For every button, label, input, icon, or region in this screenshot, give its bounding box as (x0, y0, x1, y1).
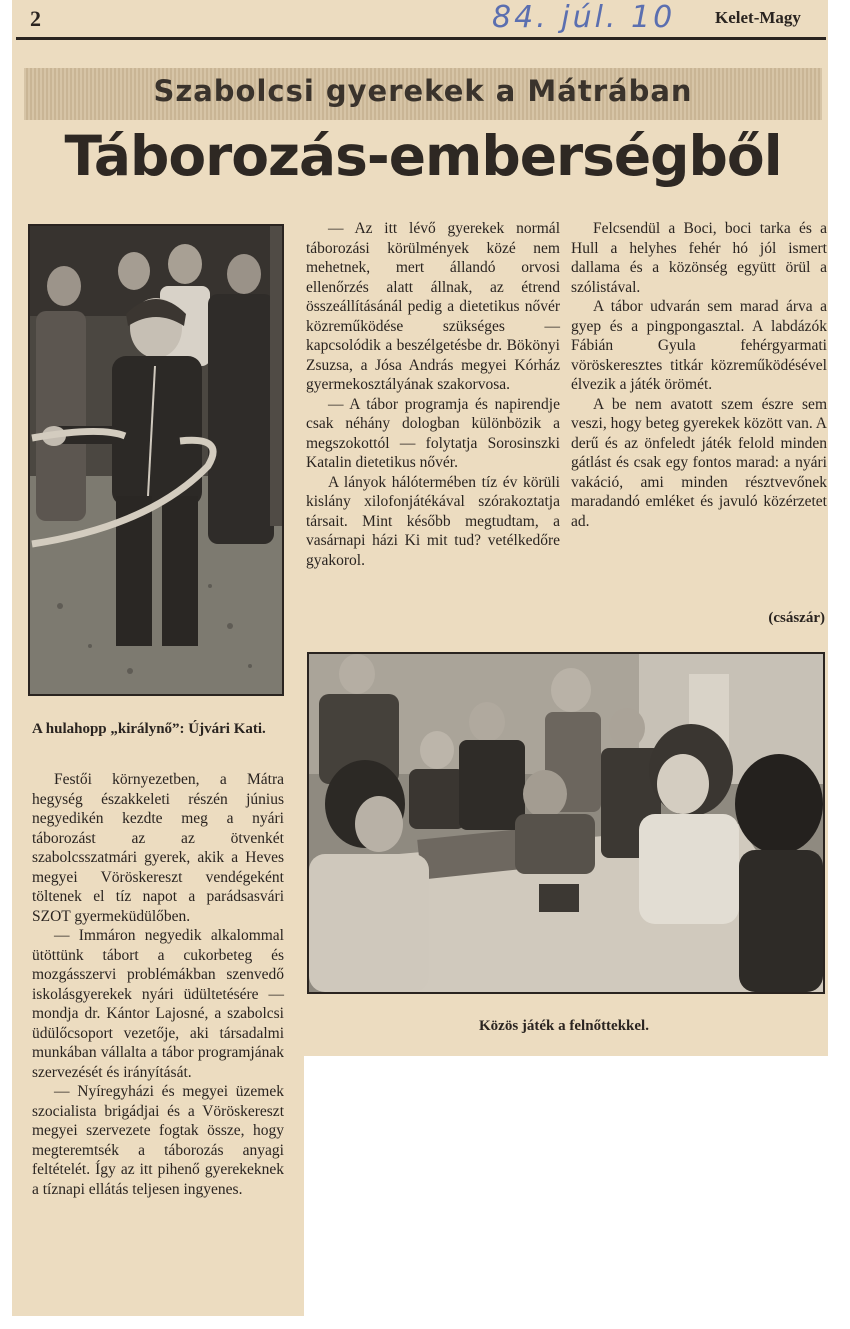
paragraph: Festői környezetben, a Mátra hegység északkeleti részén június negyedikén kezdte meg a nyári táborozást az az ötvenkét szabolcsszatmári gyerek, akik a Heves megyei Vöröskereszt vendégeként töltenek el tíz napot a parádsasvári SZOT gyermeküdülőben. (32, 771, 284, 925)
paragraph: — Az itt lévő gyerekek normál táborozási körülmények közé nem mehetnek, mert állandó orvosi ellenőrzés alatt állnak, az étrend összeállításánál pedig a dietetikus nővér közreműködése szükséges — kapcsolódik a beszélgetésbe dr. Bökönyi Zsuzsa, a Jósa András megyei Kórház gyermekosztályának szakorvosa. (306, 220, 560, 393)
paragraph: Felcsendül a Boci, boci tarka és a Hull a helyhes fehér hó jól ismert dallama és a közönség együtt örül a szólistával. (571, 220, 827, 296)
group-game-photo (307, 652, 825, 994)
photo1-caption: A hulahopp „királynő”: Újvári Kati. (32, 721, 266, 737)
paragraph: A be nem avatott szem észre sem veszi, hogy beteg gyerekek között van. A derű és az önfeledt játék felold minden gátlást és csak egy fontos marad: a nyári vakáció, ami minden résztvevőnek maradandó emléket és javuló közérzetet ad. (571, 395, 827, 530)
headline: Táborozás-emberségből (64, 124, 782, 188)
page-number: 2 (30, 6, 41, 31)
article-column-1 (32, 770, 284, 1199)
paragraph: — Nyíregyházi és megyei üzemek szocialista brigádjai és a Vöröskereszt megyei szervezete fogtak össze, hogy megteremtsék a táborozás anyagi feltételét. Így az itt pihenő gyerekeknek a tíznapi ellátás teljesen ingyenes. (32, 1083, 284, 1198)
handwritten-date: 84. júl. 10 (492, 0, 676, 35)
paragraph: A lányok hálótermében tíz év körüli kislány xilofonjátékával szórakoztatja társait. Mint később megtudtam, a vasárnapi házi Ki mit tud? vetélkedőre gyakorol. (306, 473, 560, 569)
header-rule (16, 37, 826, 40)
newspaper-name: Kelet-Magy (715, 8, 801, 27)
kicker: Szabolcsi gyerekek a Mátrában (153, 74, 693, 108)
photo2-caption: Közös játék a felnőttekkel. (479, 1018, 649, 1034)
paragraph: — Immáron negyedik alkalommal ütöttünk tábort a cukorbeteg és mozgásszervi problémákban szenvedő iskolásgyerekek nyári üdültetésére — mondja dr. Kántor Lajosné, a szabolcsi üdülőcsoport vezetője, aki társadalmi munkában vállalta a tábor programjának szervezését és irányítását. (32, 927, 284, 1081)
hula-hoop-photo (28, 224, 284, 696)
paragraph: — A tábor programja és napirendje csak néhány dologban különbözik a megszokottól — folytatja Sorosinszki Katalin dietetikus nővér. (306, 395, 560, 471)
author-signature: (császár) (768, 610, 825, 626)
paragraph: A tábor udvarán sem marad árva a gyep és a pingpongasztal. A labdázók Fábián Gyula fehérgyarmati vöröskeresztes titkár közreműködésével élvezik a játék örömét. (571, 298, 827, 393)
article-column-2 (306, 219, 560, 570)
article-column-3 (571, 219, 827, 531)
